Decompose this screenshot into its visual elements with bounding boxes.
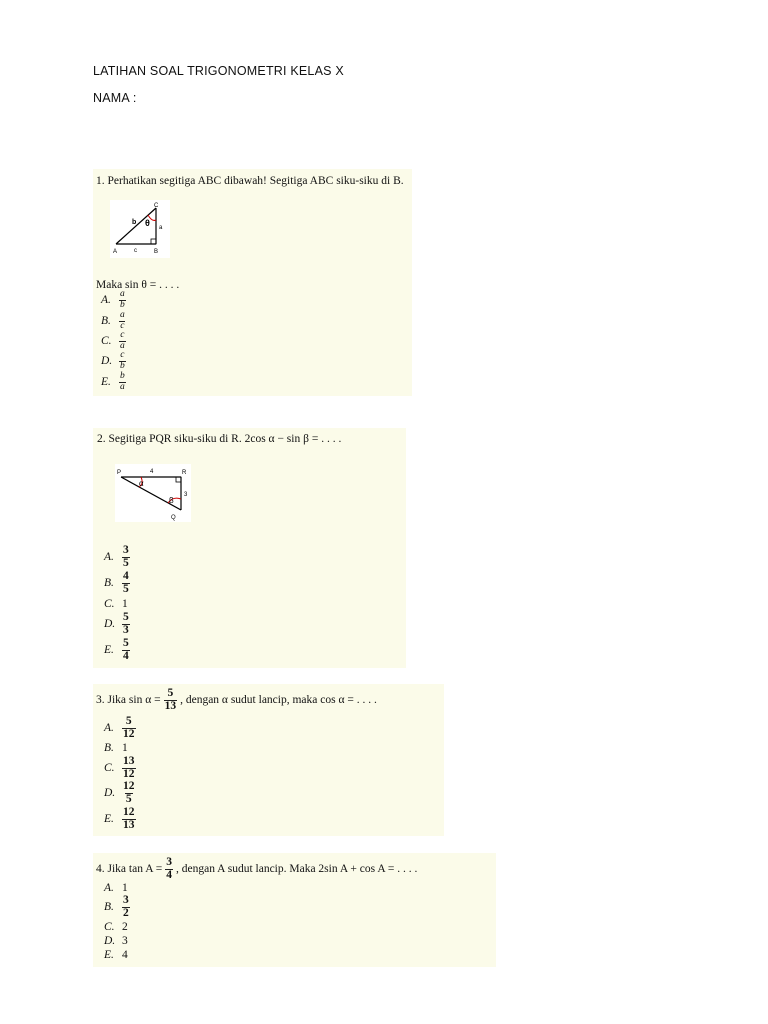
q1-option-a[interactable]: A. $\frac{a}{b}$ [101, 289, 125, 310]
question-1-stem: 1. Perhatikan segitiga ABC dibawah! Segitiga ABC siku-siku di B. [96, 175, 404, 187]
question-4-stem: 4. Jika tan A = $\frac{3}{4}$ , dengan A sudut lancip. Maka 2sin A + cos A = . . . . [96, 856, 418, 881]
q2-option-b[interactable]: B. $\frac{4}{5}$ [104, 570, 129, 595]
label-A: A [113, 249, 118, 255]
label-Q: Q [171, 515, 176, 521]
label-b: b [132, 219, 137, 226]
q4-option-c[interactable]: C. 2 [104, 921, 128, 933]
q1-option-d[interactable]: D. $\frac{c}{b}$ [101, 350, 125, 371]
label-R: R [182, 470, 187, 476]
q1-option-c[interactable]: C. $\frac{c}{a}$ [101, 330, 125, 351]
label-B: B [154, 249, 159, 255]
question-2-stem: 2. Segitiga PQR siku-siku di R. 2cos α − sin β = . . . . [97, 433, 342, 445]
q2-option-a[interactable]: A. $\frac{3}{5}$ [104, 544, 129, 569]
q3-option-c[interactable]: C. $\frac{13}{12}$ [104, 755, 135, 780]
label-a: a [159, 225, 163, 231]
label-3: 3 [184, 492, 188, 498]
q3-option-d[interactable]: D. $\frac{12}{5}$ [104, 780, 135, 805]
q3-option-a[interactable]: A. $\frac{5}{12}$ [104, 715, 135, 740]
q2-option-d[interactable]: D. $\frac{5}{3}$ [104, 611, 129, 636]
question-1-prompt: Maka sin θ = . . . . [96, 279, 180, 291]
triangle-pqr-figure [115, 464, 191, 522]
q3-option-e[interactable]: E. $\frac{12}{13}$ [104, 806, 135, 831]
triangle-abc-figure [110, 200, 170, 258]
q3-option-b[interactable]: B. 1 [104, 742, 128, 754]
q4-option-d[interactable]: D. 3 [104, 935, 128, 947]
label-beta: β [169, 496, 174, 505]
label-P: P [117, 470, 122, 476]
worksheet-title: LATIHAN SOAL TRIGONOMETRI KELAS X [93, 64, 344, 78]
q4-option-b[interactable]: B. $\frac{3}{2}$ [104, 894, 129, 919]
q4-option-e[interactable]: E. 4 [104, 949, 128, 961]
name-label: NAMA : [93, 91, 137, 105]
q1-option-e[interactable]: E. $\frac{b}{a}$ [101, 371, 125, 392]
label-C: C [154, 203, 159, 209]
q2-option-e[interactable]: E. $\frac{5}{4}$ [104, 637, 129, 662]
label-c: c [134, 248, 137, 254]
label-theta: θ [145, 218, 150, 228]
question-3-stem: 3. Jika sin α = $\frac{5}{13}$ , dengan α sudut lancip, maka cos α = . . . . [96, 687, 377, 712]
q4-option-a[interactable]: A. 1 [104, 882, 128, 894]
label-alpha: α [139, 479, 144, 488]
q2-option-c[interactable]: C. 1 [104, 598, 128, 610]
label-4: 4 [150, 469, 154, 475]
q1-option-b[interactable]: B. $\frac{a}{c}$ [101, 310, 125, 331]
